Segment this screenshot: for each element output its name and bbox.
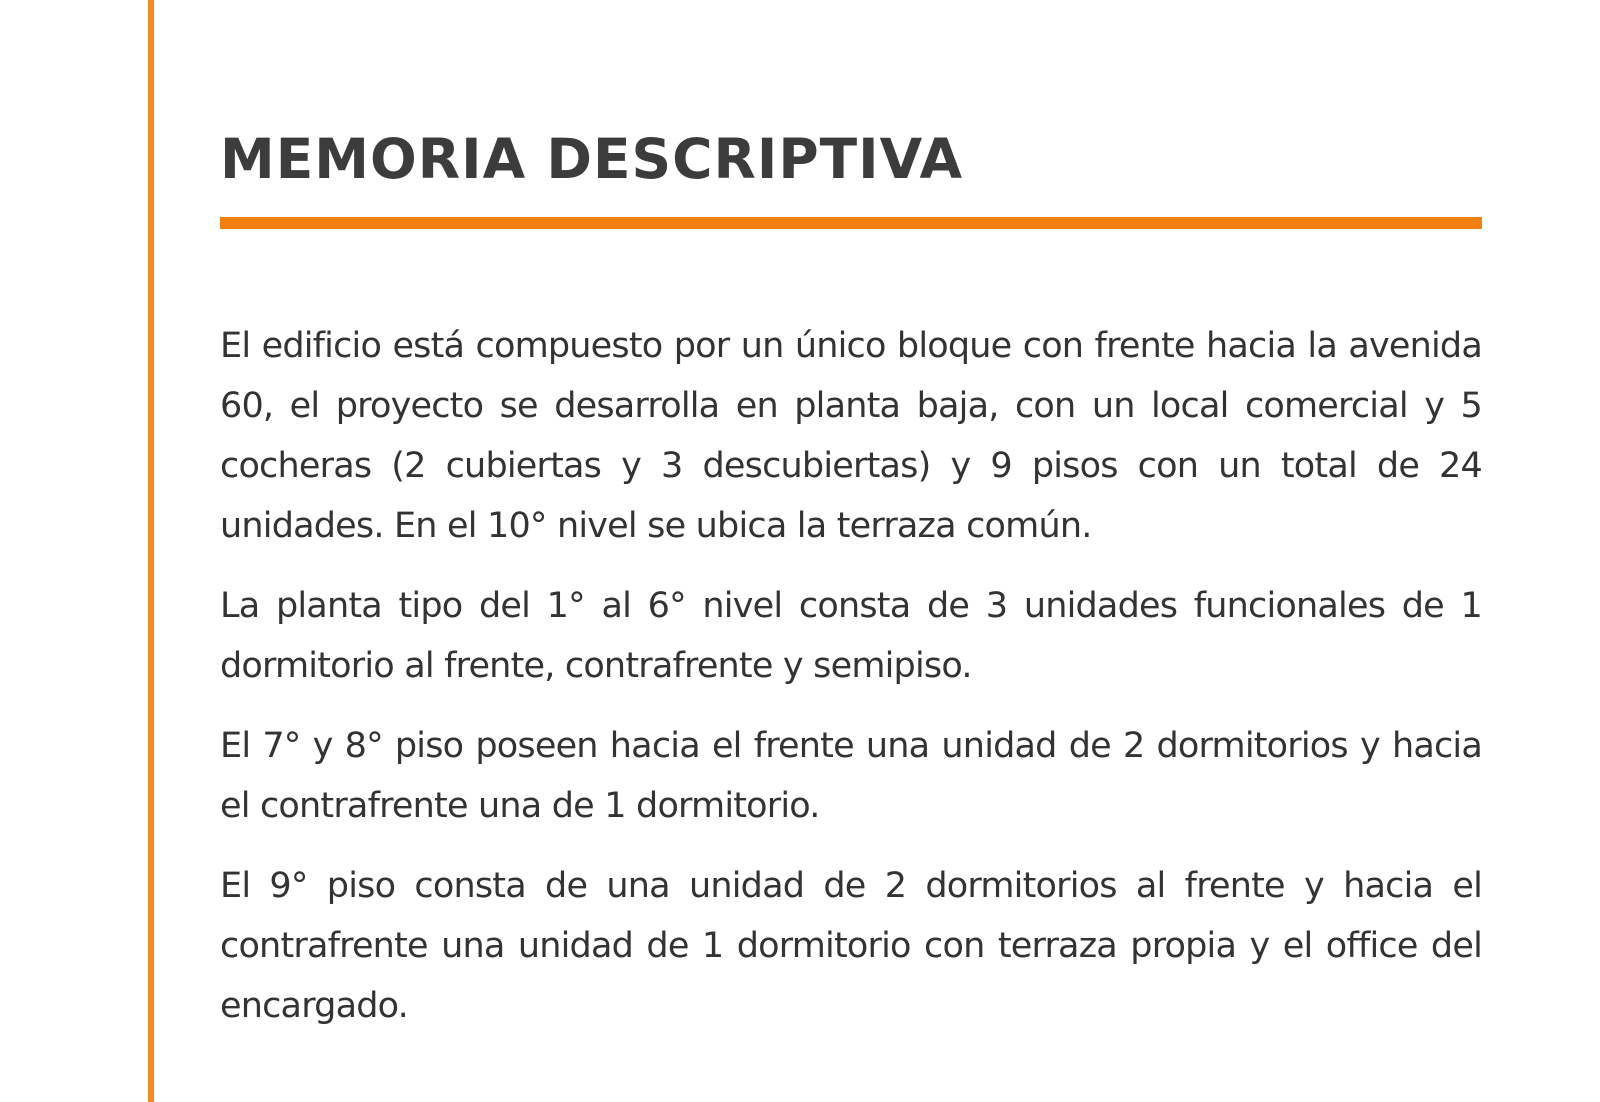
paragraph-building-overview: El edificio está compuesto por un único bloque con frente hacia la avenida 60, el proyecto se desarrolla en planta baja, con un local comercial y 5 cocheras (2 cubiertas y 3 descubiertas) y 9 pisos con un total de 24 unidades. En el 10° nivel se ubica la terraza común.	[220, 326, 1482, 546]
left-accent-rule	[148, 0, 154, 1102]
paragraph-seventh-eighth-floor: El 7° y 8° piso poseen hacia el frente una unidad de 2 dormitorios y hacia el contrafrente una de 1 dormitorio.	[220, 726, 1482, 826]
page-title: MEMORIA DESCRIPTIVA	[220, 127, 964, 191]
title-underline	[220, 217, 1482, 229]
description-body	[220, 316, 1482, 1056]
paragraph-typical-floor: La planta tipo del 1° al 6° nivel consta de 3 unidades funcionales de 1 dormitorio al frente, contrafrente y semipiso.	[220, 586, 1482, 686]
paragraph-ninth-floor: El 9° piso consta de una unidad de 2 dormitorios al frente y hacia el contrafrente una unidad de 1 dormitorio con terraza propia y el office del encargado.	[220, 866, 1482, 1026]
